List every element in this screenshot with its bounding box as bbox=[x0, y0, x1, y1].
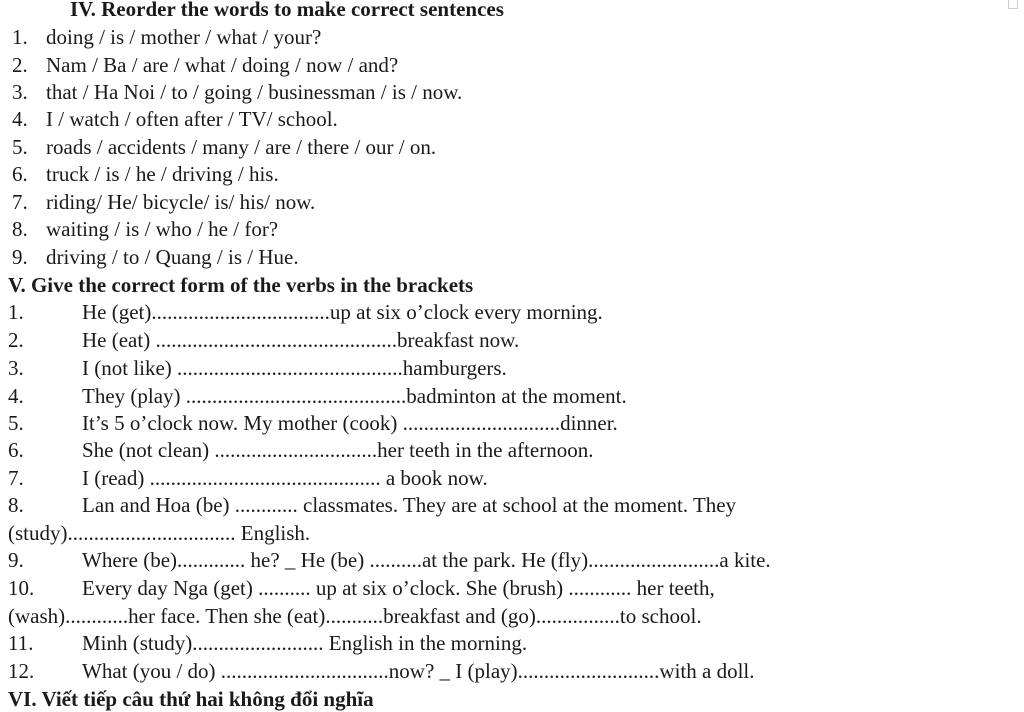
page-corner-mark bbox=[1008, 0, 1018, 9]
